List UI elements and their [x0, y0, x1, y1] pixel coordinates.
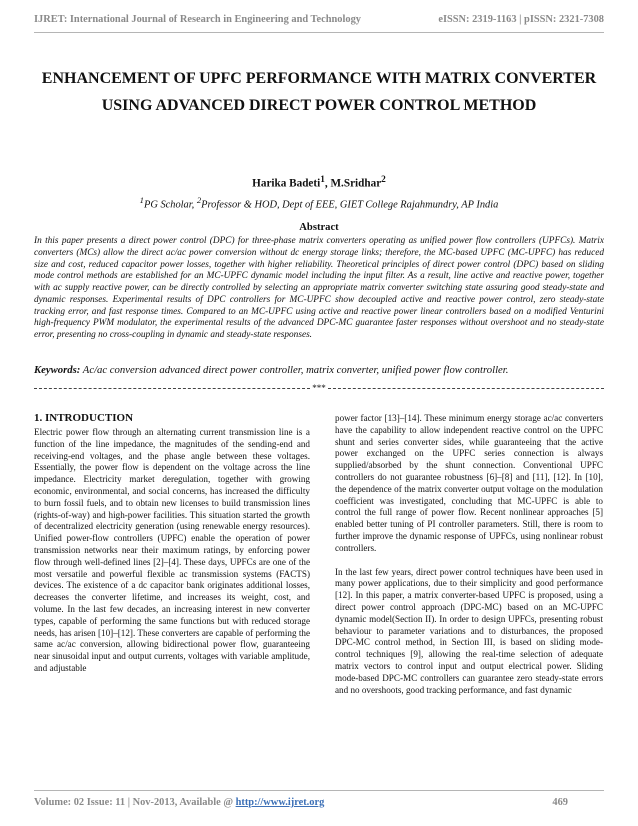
abstract-text: In this paper presents a direct power control (DPC) for three-phase matrix converters operating as unified power flow controllers (UPFCs). Matrix converters (MCs) allow the direct ac/ac power conversion without dc energy storage links; therefore, the MC-based UPFC (MC-UPFC) has reduced size and cost, reduced capacitor power losses, together with higher reliability. Theoretical principles of direct power control (DPC) based on sliding mode control methods are established for an MC-UPFC dynamic model including the input filter. As a result, line active and reactive power, together with ac supply reactive power, can be directly controlled by selecting an appropriate matrix converter switching state assuring good steady-state and dynamic responses. Experimental results of DPC controllers for MC-UPFC show decoupled active and reactive power control, zero steady-state tracking error, and fast response times. Compared to an MC-UPFC using active and reactive power linear controllers based on a modified Venturini high-frequency PWM modulator, the experimental results of the advanced DPC-MC guarantee faster responses without overshoot and no steady-state error, presenting no cross-coupling in dynamic and steady-state responses. [34, 236, 604, 340]
footer-rule [34, 790, 604, 791]
author-name: Harika Badeti [252, 177, 321, 190]
separator-line [34, 388, 310, 389]
affiliation-superscript: 2 [196, 195, 202, 205]
footer-volume-text: Volume: 02 Issue: 11 | Nov-2013, Available @ [34, 797, 236, 808]
author-name: M.Sridhar [330, 177, 382, 190]
affiliation-line [34, 195, 604, 210]
keywords-text: Ac/ac conversion advanced direct power controller, matrix converter, unified power flow controller. [80, 364, 509, 376]
section-heading: 1. INTRODUCTION [34, 412, 134, 424]
right-column [335, 413, 603, 696]
author-line [34, 175, 604, 190]
keywords-label: Keywords: [34, 364, 81, 376]
abstract-heading: Abstract [299, 222, 339, 233]
affiliation-superscript: 1 [139, 195, 144, 205]
footer-volume [34, 797, 324, 808]
page-number: 469 [552, 797, 568, 808]
body-paragraph: power factor [13]–[14]. These minimum energy storage ac/ac converters have the capability to allow independent reactive control on the UPFC shunt and series converter sides, while guaranteeing that the active power exchanged on the UPFC series connection is always supplied/absorbed by the shunt connection. Conventional UPFC controllers do not guarantee robustness [6]–[8] and [11], [12]. In [10], the dependence of the matrix converter output voltage on the modulation coefficient was investigated, concluding that MC-UPFC is able to control the full range of power flow. Recent nonlinear approaches [5] enabled better tuning of PI controller parameters. Still, there is room to further improve the dynamic response of UPFCs, using nonlinear robust controllers. [335, 413, 603, 553]
separator-line [328, 388, 604, 389]
keywords-line [34, 364, 604, 376]
journal-name: IJRET: International Journal of Research in Engineering and Technology [34, 14, 361, 25]
section-separator [34, 382, 604, 394]
affiliation-text: Professor & HOD, Dept of EEE, GIET College Rajahmundry, AP India [201, 199, 499, 211]
affiliation-text: PG Scholar, [144, 199, 197, 211]
paper-title: ENHANCEMENT OF UPFC PERFORMANCE WITH MATRIX CONVERTER USING ADVANCED DIRECT POWER CONTROL METHOD [41, 70, 597, 114]
page-header [34, 14, 604, 25]
header-rule [34, 32, 604, 33]
author-superscript: 2 [381, 175, 386, 185]
body-paragraph: In the last few years, direct power control techniques have been used in many power applications, due to their simplicity and good performance [12]. In this paper, a matrix converter-based UPFC is proposed, using a direct power control approach (DPC-MC) based on an MC-UPFC dynamic model(Section II). In order to design UPFCs, presenting robust behaviour to parameter variations and to disturbances, the proposed DPC-MC control method, in Section III, is based on sliding mode-control techniques [9], allowing the real-time selection of adequate matrix vectors to control input and output electrical power. Sliding mode-based DPC-MC controllers can guarantee zero steady-state errors and no overshoots, good tracking performance, and fast dynamic [335, 566, 603, 695]
separator-mark: *** [312, 383, 326, 393]
left-column [34, 412, 310, 675]
page-footer [34, 797, 604, 808]
body-paragraph: Electric power flow through an alternating current transmission line is a function of the line impedance, the magnitudes of the sending-end and receiving-end voltages, and the phase angle between these voltages. Essentially, the power flow is dependent on the voltage across the line impedance. Electricity market deregulation, together with growing economic, environmental, and social concerns, has increased the difficulty to burn fossil fuels, and to obtain new licenses to build transmission lines (rights-of-way) and high-power facilities. This situation started the growth of decentralized electricity generation (using renewable energy resources). Unified power-flow controllers (UPFC) enable the operation of power transmission networks near their maximum ratings, by enforcing power flow through well-defined lines [2]–[4]. These days, UPFCs are one of the most versatile and powerful flexible ac transmission systems (FACTS) devices. The existence of a dc capacitor bank originates additional losses, decreases the converter lifetime, and increases its weight, cost, and volume. In the last few decades, an increasing interest in new converter types, capable of performing the same functions but with reduced storage needs, has arisen [10]–[12]. These converters are capable of performing the same ac/ac conversion, allowing bidirectional power flow, guaranteeing near sinusoidal input and output currents, voltages with variable amplitude, and adjustable [34, 427, 310, 673]
issn-info: eISSN: 2319-1163 | pISSN: 2321-7308 [438, 14, 604, 25]
journal-link[interactable]: http://www.ijret.org [235, 797, 325, 808]
author-superscript: 1 [320, 175, 325, 185]
author-separator: , [324, 177, 331, 190]
